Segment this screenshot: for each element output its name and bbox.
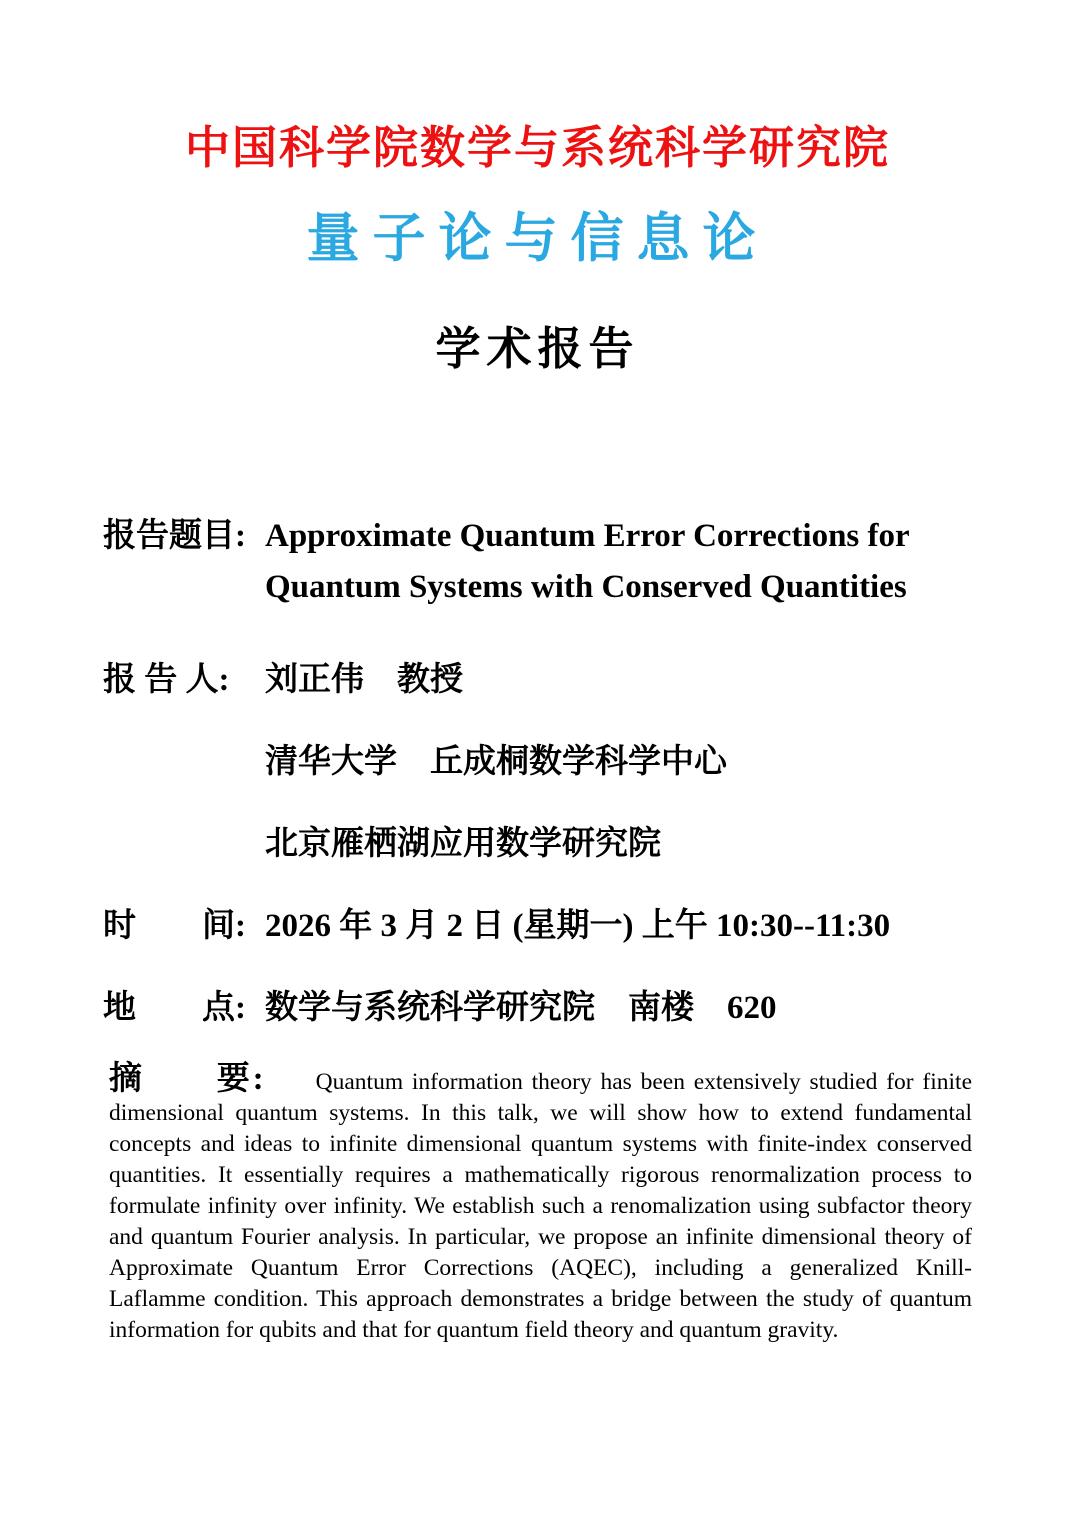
talk-title-label: 报告题目: [103,518,246,554]
talk-title [265,516,972,618]
speaker-affiliation-1: 清华大学 丘成桐数学科学中心 [265,744,727,780]
speaker-affiliation-2: 北京雁栖湖应用数学研究院 [265,826,661,862]
time-label: 时 间: [103,908,246,944]
affiliation-row-1 [103,742,972,782]
venue-row [103,988,972,1028]
abstract-paragraph [109,1061,972,1346]
abstract-text: Quantum information theory has been extensively studied for finite dimensional quantum systems. In this talk, we will show how to extend fundamental concepts and ideas to infinite dimensional quantum systems with finite-index conserved quantities. It essentially requires a mathematically rigorous renormalization process to formulate infinity over infinity. We establish such a renomalization using subfactor theory and quantum Fourier analysis. In particular, we propose an infinite dimensional theory of Approximate Quantum Error Corrections (AQEC), including a generalized Knill-Laflamme condition. This approach demonstrates a bridge between the study of quantum information for qubits and that for quantum field theory and quantum gravity. [109,1069,972,1343]
time-value: 2026 年 3 月 2 日 (星期一) 上午 10:30--11:30 [265,908,891,944]
venue-value: 数学与系统科学研究院 南楼 620 [265,990,777,1026]
seminar-series-title: 量子论与信息论 [306,210,769,268]
abstract-label: 摘 要: [109,1061,264,1097]
affiliation-row-2 [103,824,972,864]
talk-title-line2: Quantum Systems with Conserved Quantities [265,569,907,605]
speaker-name: 刘正伟 教授 [265,662,463,698]
talk-title-line1: Approximate Quantum Error Corrections for [265,518,910,554]
talk-title-row [103,516,972,618]
speaker-row [103,660,972,700]
venue-label: 地 点: [103,990,246,1026]
institution-title: 中国科学院数学与系统科学研究院 [184,123,890,173]
seminar-info-section [103,516,972,1028]
speaker-label: 报 告 人: [103,662,230,698]
event-type-heading: 学术报告 [435,324,640,374]
time-row [103,906,972,946]
